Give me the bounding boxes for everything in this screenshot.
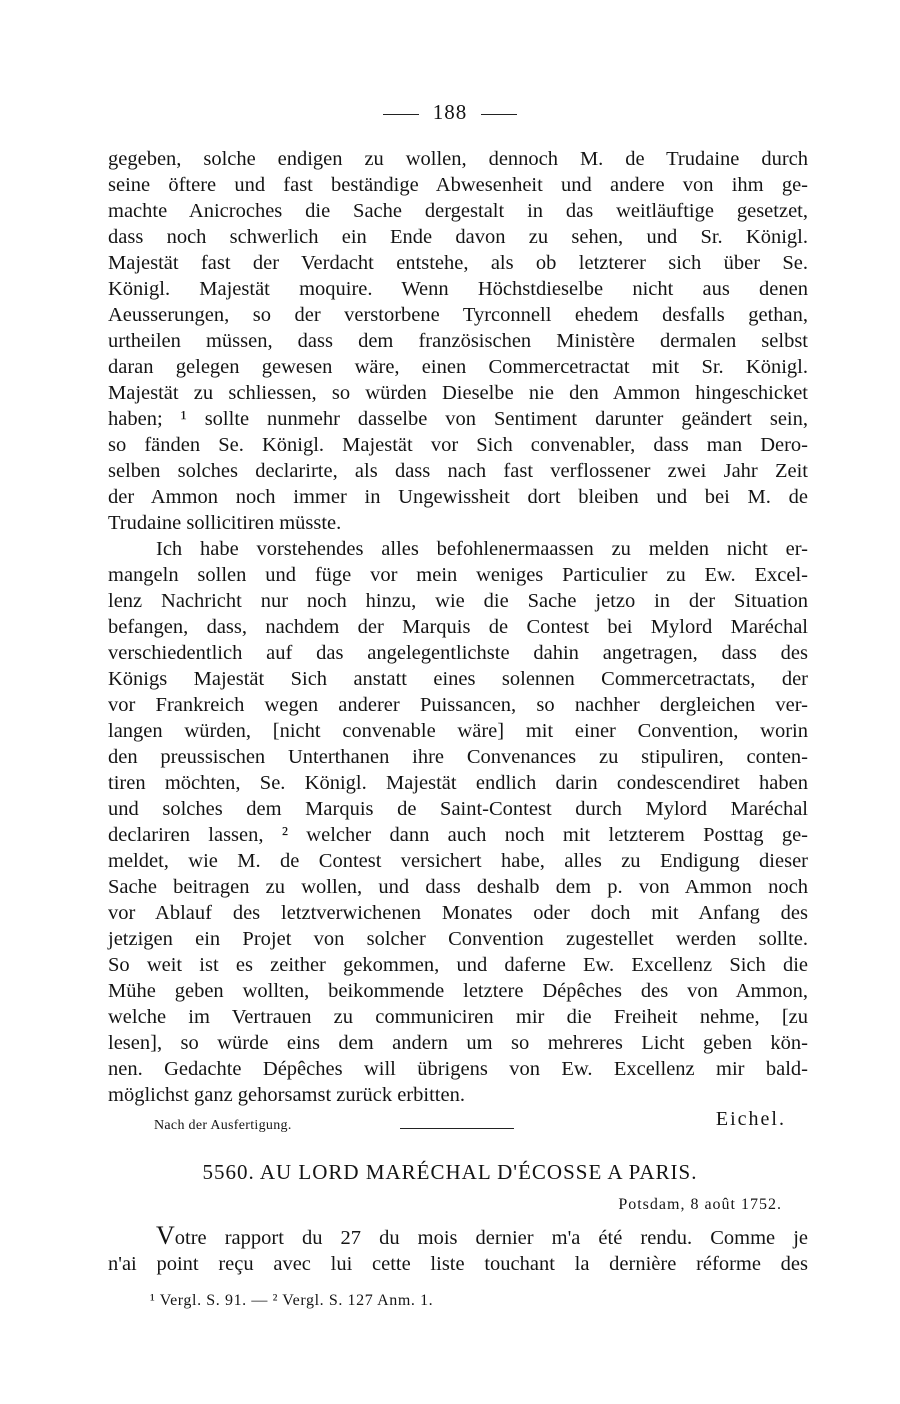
text-line: haben; ¹ sollte nunmehr dasselbe von Sentiment darunter geändert sein, <box>108 408 808 430</box>
text-line: vor Ablauf des letztverwichenen Monates oder doch mit Anfang des <box>108 902 808 924</box>
text-line: möglichst ganz gehorsamst zurück erbitten. <box>108 1084 465 1106</box>
text-line: seine öftere und fast beständige Abwesenheit und andere von ihm ge- <box>108 174 808 196</box>
page-number-dash-left <box>383 114 419 115</box>
text-line: Ich habe vorstehendes alles befohlenermaassen zu melden nicht er- <box>156 538 808 560</box>
text-line: Trudaine sollicitiren müsste. <box>108 512 342 534</box>
text-line: Königl. Majestät moquire. Wenn Höchstdieselbe nicht aus denen <box>108 278 808 300</box>
page-number-value: 188 <box>432 100 468 124</box>
dropcap: V <box>156 1221 175 1250</box>
text-line: vor Frankreich wegen anderer Puissancen, so nachher dergleichen ver- <box>108 694 808 716</box>
text-line: dass noch schwerlich ein Ende davon zu sehen, und Sr. Königl. <box>108 226 808 248</box>
text-line: urtheilen müssen, dass dem französischen Ministère dermalen selbst <box>108 330 808 352</box>
text-line: lenz Nachricht nur noch hinzu, wie die Sache jetzo in der Situation <box>108 590 808 612</box>
page-number-dash-right <box>481 114 517 115</box>
text-line: den preussischen Unterthanen ihre Convenances zu stipuliren, conten- <box>108 746 808 768</box>
text-line: nen. Gedachte Dépêches will übrigens von Ew. Excellenz mir bald- <box>108 1058 808 1080</box>
text-line: so fänden Se. Königl. Majestät vor Sich convenabler, dass man Dero- <box>108 434 808 456</box>
text-line: meldet, wie M. de Contest versichert habe, alles zu Endigung dieser <box>108 850 808 872</box>
text-line: selben solches declarirte, als dass nach fast verflossener zwei Jahr Zeit <box>108 460 808 482</box>
letter-5560-body <box>108 1222 808 1278</box>
letter-5560-heading: 5560. AU LORD MARÉCHAL D'ÉCOSSE A PARIS. <box>202 1160 698 1184</box>
text-line: daran gelegen gewesen wäre, einen Commercetractat mit Sr. Königl. <box>108 356 808 378</box>
text-line: Majestät fast der Verdacht entstehe, als ob letzterer sich über Se. <box>108 252 808 274</box>
text-line: jetzigen ein Projet von solcher Convention zugestellet werden sollte. <box>108 928 808 950</box>
text-line: mangeln sollen und füge vor mein weniges Particulier zu Ew. Excel- <box>108 564 808 586</box>
text-line: lesen], so würde eins dem andern um so mehreres Licht geben kön- <box>108 1032 808 1054</box>
first-line-text: otre rapport du 27 du mois dernier m'a été rendu. Comme je <box>174 1227 808 1249</box>
text-line: Sache beitragen zu wollen, und dass deshalb dem p. von Ammon noch <box>108 876 808 898</box>
dateline: Potsdam, 8 août 1752. <box>618 1196 782 1213</box>
text-line: declariren lassen, ² welcher dann auch noch mit letzterem Posttag ge- <box>108 824 808 846</box>
text-line: welche im Vertrauen zu communiciren mir die Freiheit nehme, [zu <box>108 1006 808 1028</box>
text-line: So weit ist es zeither gekommen, und daferne Ew. Excellenz Sich die <box>108 954 808 976</box>
text-line: befangen, dass, nachdem der Marquis de Contest bei Mylord Maréchal <box>108 616 808 638</box>
text-line: Majestät zu schliessen, so würden Dieselbe nie den Ammon hingeschicket <box>108 382 808 404</box>
section-divider <box>400 1128 514 1129</box>
text-line: tiren möchten, Se. Königl. Majestät endlich darin condescendiret haben <box>108 772 808 794</box>
letter-5559-body <box>108 146 808 1148</box>
source-note: Nach der Ausfertigung. <box>154 1118 292 1133</box>
text-line: und solches dem Marquis de Saint-Contest durch Mylord Maréchal <box>108 798 808 820</box>
text-line: n'ai point reçu avec lui cette liste touchant la dernière réforme des <box>108 1253 808 1275</box>
text-line: der Ammon noch immer in Ungewissheit dort bleiben und bei M. de <box>108 486 808 508</box>
text-line: gegeben, solche endigen zu wollen, dennoch M. de Trudaine durch <box>108 148 808 170</box>
signature: Eichel. <box>715 1108 786 1130</box>
page-number <box>0 100 900 125</box>
text-line: Aeusserungen, so der verstorbene Tyrconnell ehedem desfalls gethan, <box>108 304 808 326</box>
text-line: langen würden, [nicht convenable wäre] mit einer Convention, worin <box>108 720 808 742</box>
text-line <box>108 1222 808 1250</box>
text-line: Königs Majestät Sich anstatt eines solennen Commercetractats, der <box>108 668 808 690</box>
text-line: verschiedentlich auf das angelegentlichste dahin angetragen, dass des <box>108 642 808 664</box>
footnotes: ¹ Vergl. S. 91. — ² Vergl. S. 127 Anm. 1. <box>150 1292 434 1309</box>
text-line: machte Anicroches die Sache dergestalt in das weitläuftige gesetzet, <box>108 200 808 222</box>
text-line: Mühe geben wollten, beikommende letztere Dépêches des von Ammon, <box>108 980 808 1002</box>
